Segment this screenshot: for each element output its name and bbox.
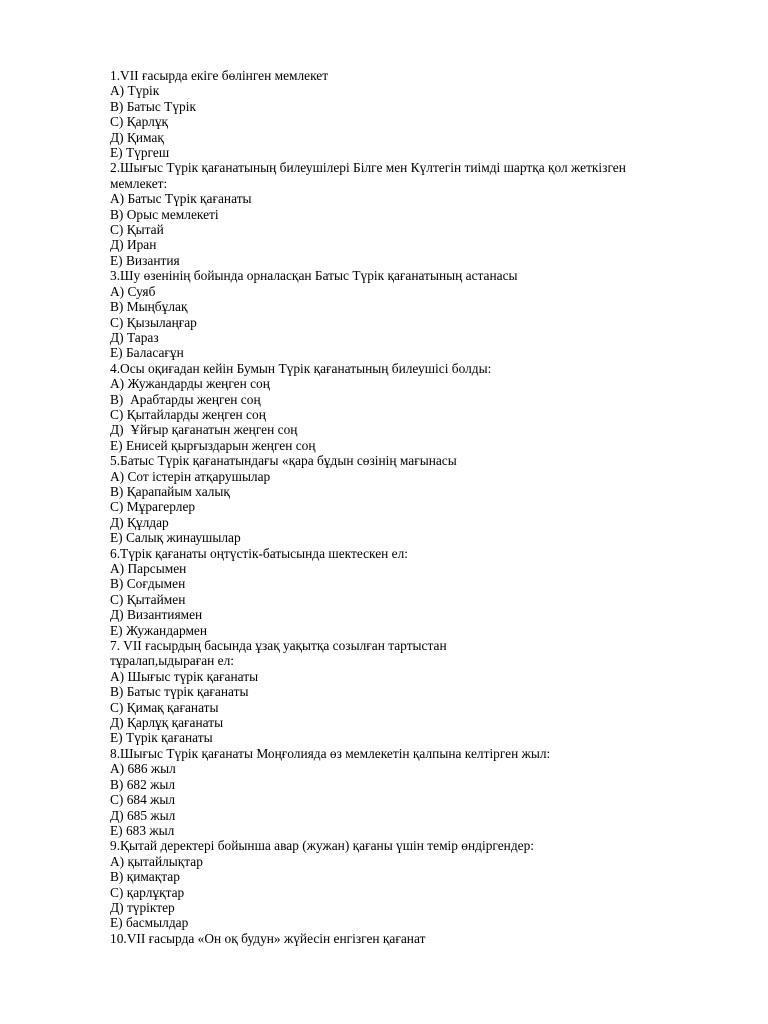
question-text: 6.Түрік қағанаты оңтүстік-батысында шектескен ел: [110, 545, 409, 561]
answer-option: А) Сот істерін атқарушылар [110, 468, 271, 484]
answer-option: Е) Жужандармен [110, 622, 208, 638]
question-text: 9.Қытай деректері бойынша авар (жужан) қағаны үшін темір өндіргендер: [110, 838, 534, 854]
question-text-continuation: тұралап,ыдыраған ел: [110, 653, 235, 669]
question-text: 10.VII ғасырда «Он оқ будун» жүйесін енгізген қағанат [110, 930, 426, 946]
answer-option: Е) Салық жинаушылар [110, 530, 241, 546]
answer-option: А) Суяб [110, 283, 156, 299]
answer-option: В) Орыс мемлекеті [110, 206, 219, 222]
answer-option: А) Жужандарды жеңген соң [110, 376, 270, 392]
answer-option: Д) Қарлұқ қағанаты [110, 715, 224, 731]
answer-option: Е) Енисей қырғыздарын жеңген соң [110, 437, 316, 453]
answer-option: А) Шығыс түрік қағанаты [110, 668, 259, 684]
question-text: 4.Осы оқиғадан кейін Бумын Түрік қағанатының билеушісі болды: [110, 360, 492, 376]
answer-option: С) Қытаймен [110, 591, 186, 607]
answer-option: Д) Құлдар [110, 514, 169, 530]
answer-option: В) Батыс Түрік [110, 98, 196, 114]
answer-option: С) Қарлұқ [110, 114, 169, 130]
answer-option: С) Мұрагерлер [110, 499, 196, 515]
answer-option: Д) 685 жыл [110, 807, 176, 823]
answer-option: В) Арабтарды жеңген соң [110, 391, 261, 407]
answer-option: Д) Иран [110, 237, 157, 253]
answer-option: А) 686 жыл [110, 761, 176, 777]
question-text: 1.VII ғасырда екіге бөлінген мемлекет [110, 68, 329, 83]
answer-option: С) қарлұқтар [110, 884, 185, 900]
answer-option: С) Қытай [110, 222, 164, 238]
answer-option: С) Қимақ қағанаты [110, 699, 219, 715]
answer-option: Е) Түргеш [110, 145, 170, 161]
question-text: 5.Батыс Түрік қағанатындағы «қара бұдын сөзінің мағынасы [110, 453, 457, 469]
answer-option: Е) Византия [110, 252, 180, 268]
answer-option: В) Қарапайым халық [110, 483, 230, 499]
answer-option: В) Мыңбұлақ [110, 299, 188, 315]
answer-option: С) Қызылаңғар [110, 314, 197, 330]
answer-option: А) Парсымен [110, 561, 187, 576]
answer-option: С) 684 жыл [110, 792, 176, 808]
question-text: 2.Шығыс Түрік қағанатының билеушілері Білге мен Күлтегін тиімді шартқа қол жеткізген [110, 160, 626, 176]
answer-option: Е) Баласағұн [110, 345, 184, 361]
answer-option: В) 682 жыл [110, 776, 176, 792]
answer-option: А) қытайлықтар [110, 853, 203, 869]
answer-option: Д) Тараз [110, 329, 159, 345]
answer-option: А) Түрік [110, 83, 160, 99]
answer-option: В) Соғдымен [110, 576, 186, 592]
question-text: 8.Шығыс Түрік қағанаты Моңғолияда өз мемлекетін қалпына келтірген жыл: [110, 745, 551, 761]
question-text-continuation: мемлекет: [110, 175, 168, 191]
answer-option: С) Қытайларды жеңген соң [110, 406, 266, 422]
answer-option: Е) басмылдар [110, 915, 189, 931]
answer-option: Е) Түрік қағанаты [110, 730, 213, 746]
answer-option: Д) түріктер [110, 899, 175, 915]
document-page [110, 68, 710, 946]
answer-option: А) Батыс Түрік қағанаты [110, 191, 252, 207]
answer-option: Д) Византиямен [110, 607, 203, 623]
answer-option: Д) Ұйғыр қағанатын жеңген соң [110, 422, 298, 438]
question-text: 3.Шу өзенінің бойында орналасқан Батыс Түрік қағанатының астанасы [110, 268, 518, 284]
answer-option: В) Батыс түрік қағанаты [110, 684, 249, 700]
answer-option: Е) 683 жыл [110, 822, 175, 838]
answer-option: В) қимақтар [110, 869, 180, 885]
question-text: 7. VII ғасырдың басында ұзақ уақытқа созылған тартыстан [110, 638, 447, 654]
answer-option: Д) Қимақ [110, 129, 164, 145]
